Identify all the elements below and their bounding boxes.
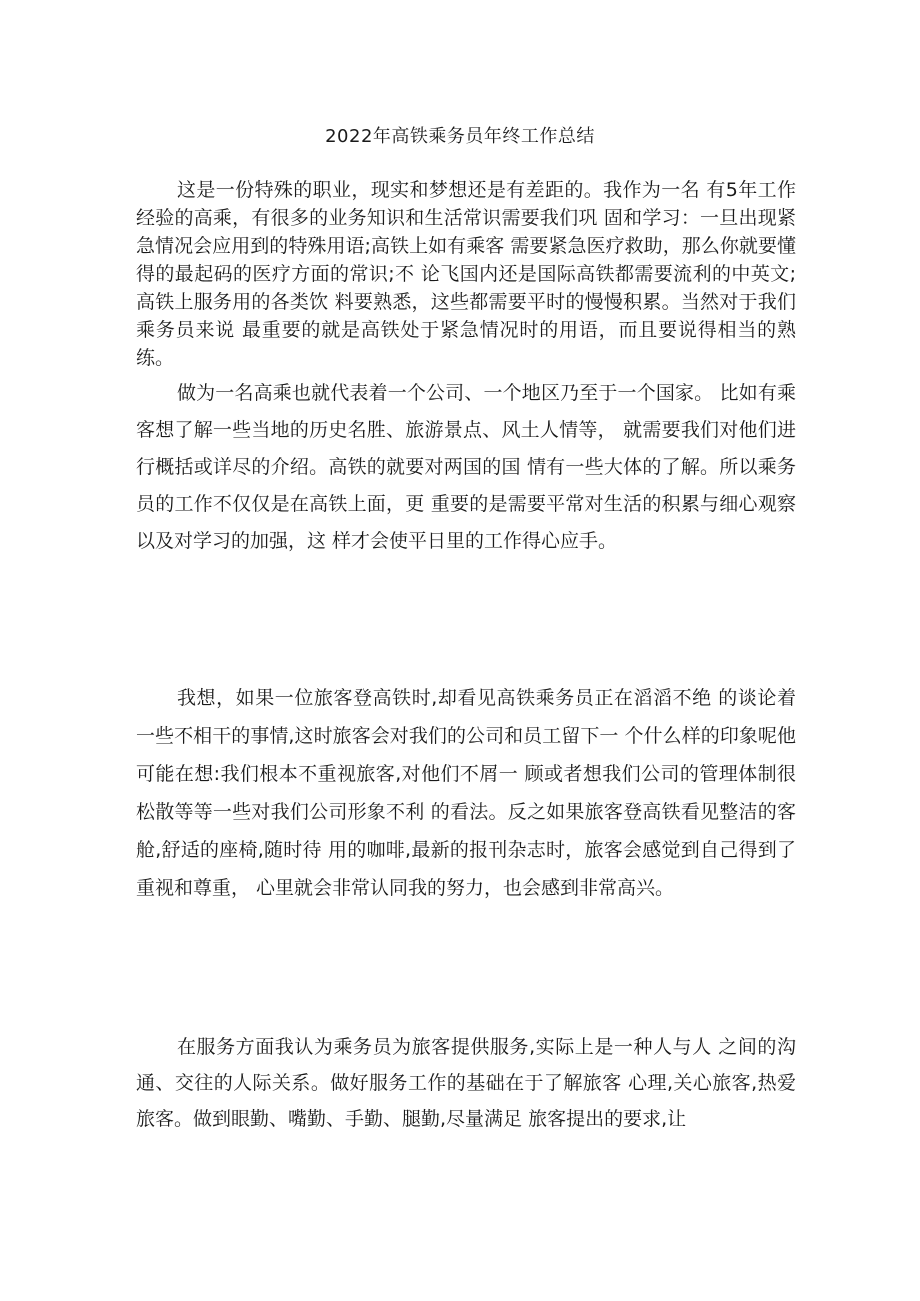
paragraph-2: 做为一名高乘也就代表着一个公司、一个地区乃至于一个国家。 比如有乘客想了解一些当地的历史名胜、旅游景点、风土人情等， 就需要我们对他们进行概括或详尽的介绍。高铁的就要对两国的国 情有一些大体的了解。所以乘务员的工作不仅仅是在高铁上面，更 重要的是需要平常对生活的积累与细心观察以及对学习的加强，这 样才会使平日里的工作得心应手。 (136, 382, 796, 552)
paragraph-3: 我想，如果一位旅客登高铁时,却看见高铁乘务员正在滔滔不绝 的谈论着一些不相干的事情,这时旅客会对我们的公司和员工留下一 个什么样的印象呢他可能在想:我们根本不重视旅客,对他们不屑一 顾或者想我们公司的管理体制很松散等等一些对我们公司形象不利 的看法。反之如果旅客登高铁看见整洁的客舱,舒适的座椅,随时待 用的咖啡,最新的报刊杂志时，旅客会感觉到自己得到了重视和尊重， 心里就会非常认同我的努力，也会感到非常高兴。 (136, 687, 796, 899)
document-title: 2022年高铁乘务员年终工作总结 (325, 126, 595, 147)
paragraph-4: 在服务方面我认为乘务员为旅客提供服务,实际上是一种人与人 之间的沟通、交往的人际关系。做好服务工作的基础在于了解旅客 心理,关心旅客,热爱旅客。做到眼勤、嘴勤、手勤、腿勤,尽量满足 旅客提出的要求,让 (136, 1036, 796, 1130)
paragraph-1: 这是一份特殊的职业，现实和梦想还是有差距的。我作为一名 有5年工作经验的高乘，有很多的业务知识和生活常识需要我们巩 固和学习：一旦出现紧急情况会应用到的特殊用语;高铁上如有乘客 需要紧急医疗救助，那么你就要懂得的最起码的医疗方面的常识;不 论飞国内还是国际高铁都需要流利的中英文;高铁上服务用的各类饮 料要熟悉，这些都需要平时的慢慢积累。当然对于我们乘务员来说 最重要的就是高铁处于紧急情况时的用语，而且要说得相当的熟练。 (136, 179, 796, 369)
